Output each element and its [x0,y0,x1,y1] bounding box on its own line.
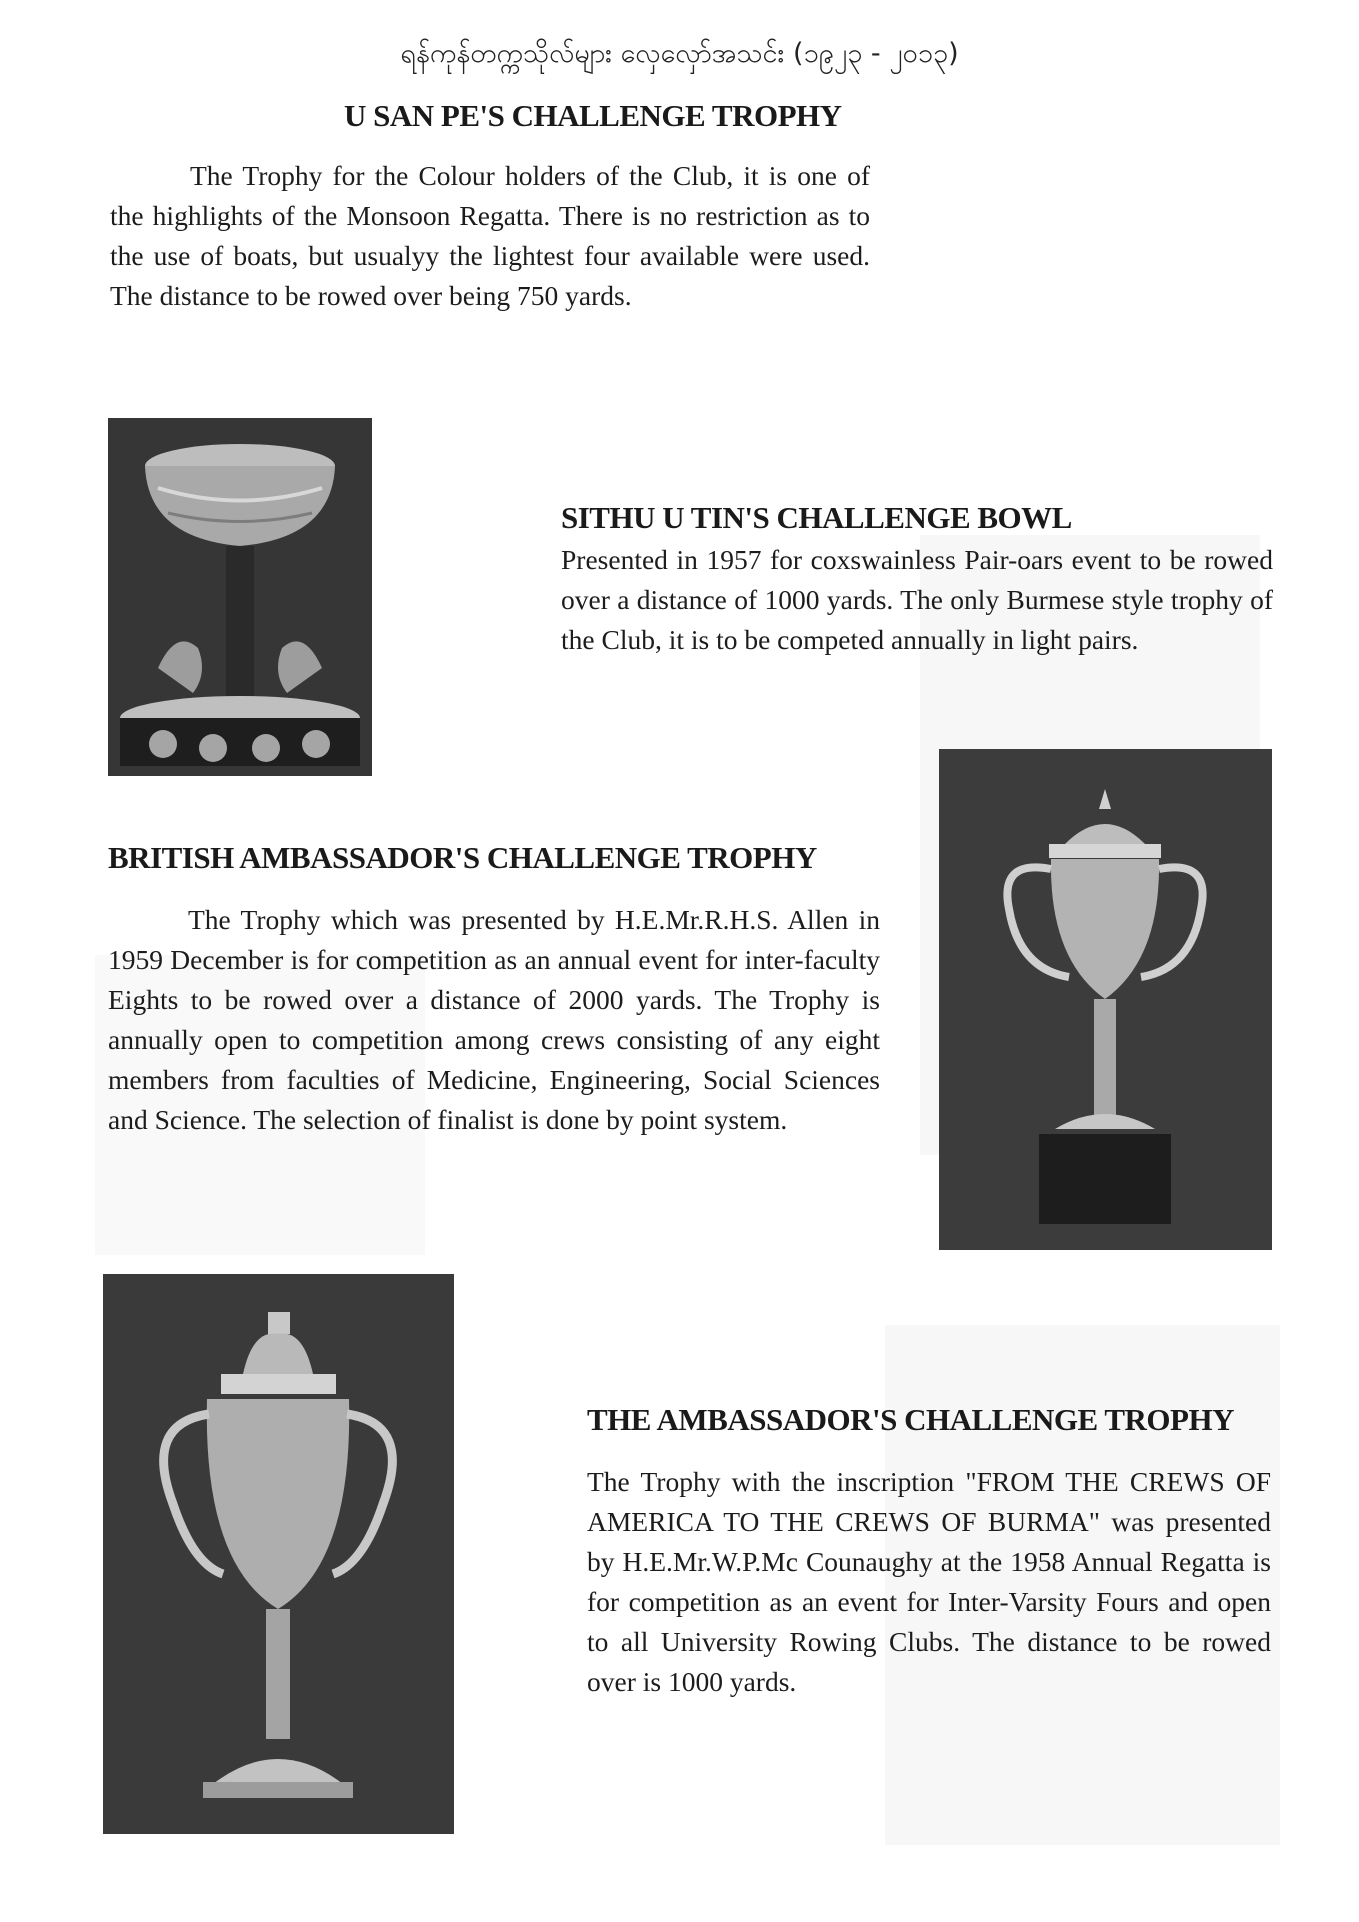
trophy-photo-british-ambassador-cup [939,749,1272,1250]
section-body-the-ambassador: The Trophy with the inscription "FROM THE CREWS OF AMERICA TO THE CREWS OF BURMA" was presented by H.E.Mr.W.P.Mc Counaughy at the 1958 Annual Regatta is for competition as an event for Inter-Varsity Fours and open to all University Rowing Clubs. The distance to be rowed over is 1000 yards. [587,1466,1271,1697]
section-title-u-san-pe: U SAN PE'S CHALLENGE TROPHY [344,98,842,133]
section-title-the-ambassador: THE AMBASSADOR'S CHALLENGE TROPHY [587,1402,1234,1437]
trophy-photo-burmese-bowl [108,418,372,776]
section-title-british-ambassador: BRITISH AMBASSADOR'S CHALLENGE TROPHY [108,840,817,875]
section-body-sithu-u-tin: Presented in 1957 for coxswainless Pair-oars event to be rowed over a distance of 1000 yards. The only Burmese style trophy of the Club, it is to be competed annually in light pairs. [561,544,1273,655]
section-title-sithu-u-tin: SITHU U TIN'S CHALLENGE BOWL [561,500,1072,535]
trophy-photo-ambassador-cup [103,1274,454,1834]
section-body-british-ambassador: The Trophy which was presented by H.E.Mr.R.H.S. Allen in 1959 December is for competition as an annual event for inter-faculty Eights to be rowed over a distance of 2000 yards. The Trophy is annually open to competition among crews consisting of any eight members from faculties of Medicine, Engineering, Social Sciences and Science. The selection of finalist is done by point system. [108,904,880,1135]
running-head: ရန်ကုန်တက္ကသိုလ်များ လှေလှော်အသင်း (၁၉၂၃ - ၂၀၁၃) [400,38,959,69]
section-body-u-san-pe: The Trophy for the Colour holders of the Club, it is one of the highlights of the Monsoon Regatta. There is no restriction as to the use of boats, but usualyy the lightest four available were used. The distance to be rowed over being 750 yards. [110,160,870,311]
